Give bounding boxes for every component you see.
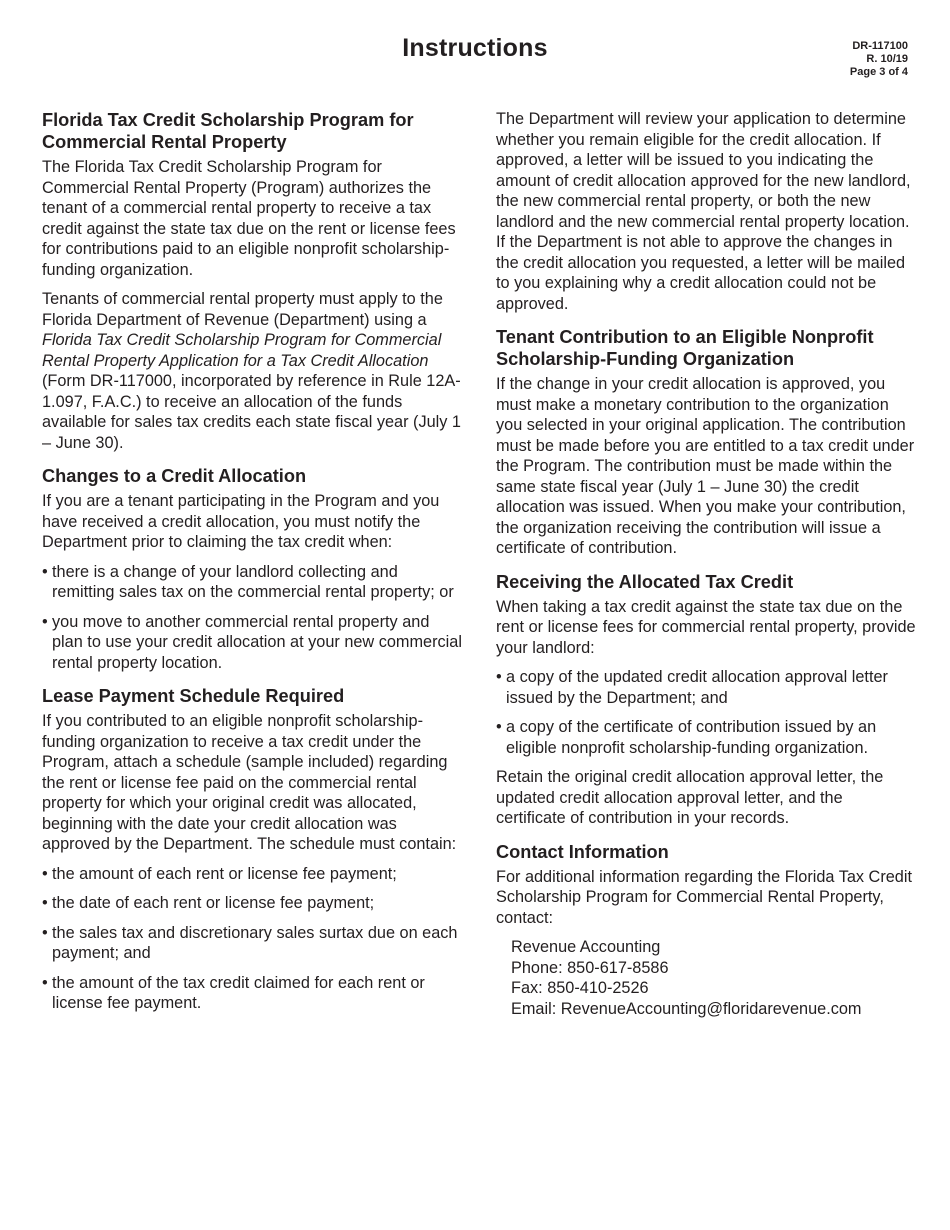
contact-paragraph: For additional information regarding the Florida Tax Credit Scholarship Program for Commercial Rental Property, contact:	[496, 867, 912, 927]
retain-records-paragraph: Retain the original credit allocation approval letter, the updated credit allocation approval letter, and the certificate of contribution in your records.	[496, 768, 884, 827]
contribution-paragraph: If the change in your credit allocation is approved, you must make a monetary contribution to the organization you selected in your original application. The contribution must be made before you are entitled to a tax credit under the Program. The contribution must be made within the same state fiscal year (July 1 – June 30) the credit allocation was issued. When you make your contribution, the organization receiving the contribution will issue a certificate of contribution.	[496, 375, 915, 557]
bullet-icon: •	[42, 923, 48, 942]
list-item: • the amount of each rent or license fee payment;	[42, 864, 397, 883]
list-item: • a copy of the updated credit allocation approval letter issued by the Department; and	[496, 668, 888, 707]
bullet-icon: •	[42, 864, 48, 883]
contact-block	[496, 937, 916, 1019]
section-heading-program: Florida Tax Credit Scholarship Program for Commercial Rental Property	[42, 110, 414, 152]
list-item: • the sales tax and discretionary sales surtax due on each payment; and	[42, 923, 458, 962]
bullet-icon: •	[42, 612, 48, 631]
form-revision: R. 10/19	[866, 53, 908, 65]
right-column	[496, 109, 916, 1019]
program-paragraph-2-part-b: (Form DR-117000, incorporated by reference in Rule 12A-1.097, F.A.C.) to receive an allocation of the funds available for sales tax credits each state fiscal year (July 1 – June 30).	[42, 372, 461, 452]
bullet-icon: •	[42, 894, 48, 912]
bullet-icon: •	[496, 718, 502, 736]
lease-schedule-paragraph: If you contributed to an eligible nonprofit scholarship-funding organization to receive a tax credit under the Program, attach a schedule (sample included) regarding the rent or license fee paid on the commercial rental property for which your original credit was allocated, beginning with the date your credit allocation was approved by the Department. The schedule must contain:	[42, 712, 457, 853]
bullet-icon: •	[42, 973, 48, 992]
list-item: • the amount of the tax credit claimed for each rent or license fee payment.	[42, 973, 425, 1012]
list-item: • you move to another commercial rental property and plan to use your credit allocation at your new commercial rental property location.	[42, 612, 462, 672]
list-item: • a copy of the certificate of contribution issued by an eligible nonprofit scholarship-funding organization.	[496, 718, 877, 757]
review-paragraph: The Department will review your application to determine whether you remain eligible for the credit allocation. If approved, a letter will be issued to you indicating the amount of credit allocation approved for the new landlord, the new commercial rental property, or both the new landlord and the new commercial rental property location. If the Department is not able to approve the changes in the credit allocation you requested, a letter will be mailed to you explaining why a credit allocation could not be approved.	[496, 110, 911, 313]
contact-phone[interactable]: Phone: 850-617-8586	[511, 958, 669, 977]
list-item: • the date of each rent or license fee payment;	[42, 894, 375, 912]
application-form-title: Florida Tax Credit Scholarship Program for Commercial Rental Property Application for a Tax Credit Allocation	[42, 331, 442, 370]
bullet-icon: •	[496, 668, 502, 686]
left-column	[42, 109, 462, 1023]
contact-email[interactable]: Email: RevenueAccounting@floridarevenue.com	[511, 999, 862, 1018]
contact-name: Revenue Accounting	[511, 938, 661, 956]
program-paragraph-2	[42, 289, 462, 453]
bullet-icon: •	[42, 562, 48, 581]
section-heading-changes: Changes to a Credit Allocation	[42, 466, 307, 486]
form-number: DR-117100	[852, 40, 908, 52]
page-indicator: Page 3 of 4	[849, 66, 908, 78]
receiving-credit-bullet-list	[496, 667, 916, 758]
section-heading-contribution: Tenant Contribution to an Eligible Nonprofit Scholarship-Funding Organization	[496, 327, 874, 369]
changes-paragraph: If you are a tenant participating in the Program and you have received a credit allocation, you must notify the Department prior to claiming the tax credit when:	[42, 492, 440, 551]
receiving-credit-paragraph: When taking a tax credit against the state tax due on the rent or license fees for commercial rental property, provide your landlord:	[496, 597, 916, 657]
changes-bullet-list	[42, 562, 462, 674]
lease-schedule-bullet-list	[42, 864, 462, 1014]
list-item: • there is a change of your landlord collecting and remitting sales tax on the commercial rental property; or	[42, 562, 454, 601]
contact-fax: Fax: 850-410-2526	[511, 979, 649, 997]
section-heading-receiving-credit: Receiving the Allocated Tax Credit	[496, 571, 794, 592]
form-identifier	[850, 40, 908, 79]
page-title: Instructions	[402, 34, 548, 62]
program-paragraph-1: The Florida Tax Credit Scholarship Program for Commercial Rental Property (Program) authorizes the tenant of a commercial rental property to receive a tax credit against the state tax due on the rent or license fees for contributions paid to an eligible nonprofit scholarship-funding organization.	[42, 158, 456, 279]
section-heading-contact: Contact Information	[496, 841, 669, 862]
section-heading-lease-schedule: Lease Payment Schedule Required	[42, 686, 345, 706]
program-paragraph-2-part-a: Tenants of commercial rental property must apply to the Florida Department of Revenue (Department) using a	[42, 290, 443, 329]
